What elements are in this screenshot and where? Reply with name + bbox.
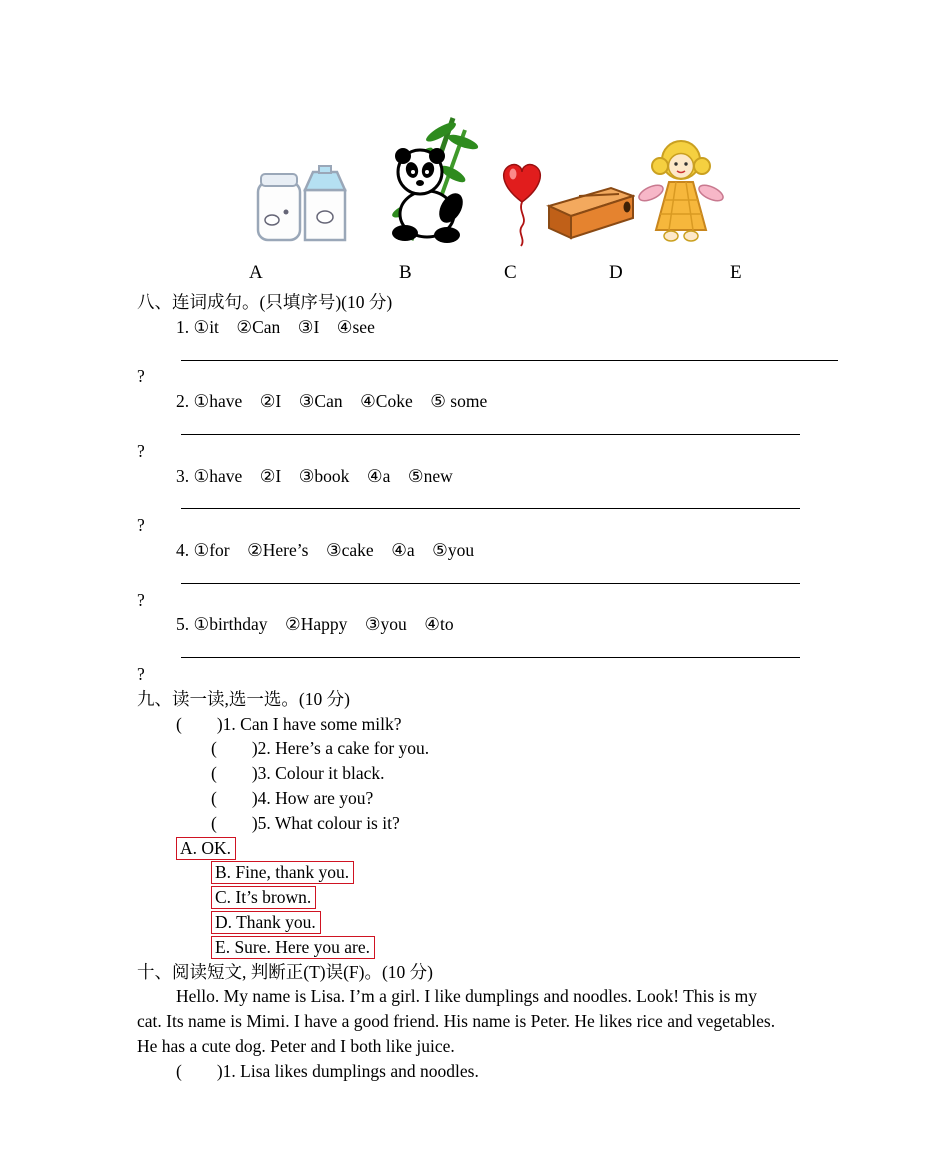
- answer-option-a: A. OK.: [176, 837, 236, 860]
- rearrange-question-1: 1. ①it ②Can ③I ④see: [176, 316, 375, 337]
- option-row-d: [137, 910, 845, 935]
- section-nine-title: 九、读一读,选一选。(10 分): [137, 688, 350, 709]
- answer-option-e: E. Sure. Here you are.: [211, 936, 375, 959]
- match-question-5: ( )5. What colour is it?: [211, 812, 400, 833]
- option-row-b: [137, 860, 845, 885]
- answer-line-row-1: [137, 340, 845, 365]
- match-question-1: ( )1. Can I have some milk?: [176, 713, 402, 734]
- answer-line-row-3: [137, 488, 845, 513]
- question-mark-3: ?: [137, 515, 145, 536]
- rearrange-question-2: 2. ①have ②I ③Can ④Coke ⑤ some: [176, 391, 488, 412]
- rearrange-question-3: 3. ①have ②I ③book ④a ⑤new: [176, 465, 453, 486]
- rearrange-question-4: 4. ①for ②Here’s ③cake ④a ⑤you: [176, 539, 475, 560]
- pencil-sharpener-icon: [545, 184, 635, 242]
- answer-line-row-2: [137, 414, 845, 439]
- picture-label-a: A: [249, 262, 263, 283]
- answer-blank-5: [181, 637, 800, 658]
- panda-with-bamboo-icon: [365, 114, 493, 246]
- worksheet-body: [137, 290, 845, 1084]
- picture-label-d: D: [609, 262, 623, 283]
- answer-line-row-5: [137, 637, 845, 662]
- match-question-2: ( )2. Here’s a cake for you.: [211, 738, 430, 759]
- picture-label-c: C: [504, 262, 517, 283]
- question-mark-5: ?: [137, 663, 145, 684]
- option-row-c: [137, 885, 845, 910]
- passage-line-3: He has a cute dog. Peter and I both like juice.: [137, 1035, 455, 1056]
- picture-row: [253, 112, 745, 248]
- answer-blank-4: [181, 563, 800, 584]
- passage-line-1: Hello. My name is Lisa. I’m a girl. I like dumplings and noodles. Look! This is my: [176, 986, 757, 1007]
- milk-jar-and-carton-icon: [253, 162, 353, 244]
- tf-question-1: ( )1. Lisa likes dumplings and noodles.: [176, 1060, 479, 1081]
- answer-option-c: C. It’s brown.: [211, 886, 316, 909]
- answer-blank-1: [181, 340, 838, 361]
- question-mark-1: ?: [137, 366, 145, 387]
- answer-blank-2: [181, 414, 800, 435]
- heart-balloon-icon: [495, 160, 549, 248]
- section-ten-title: 十、阅读短文, 判断正(T)误(F)。(10 分): [137, 961, 434, 982]
- picture-label-e: E: [730, 262, 742, 283]
- picture-label-b: B: [399, 262, 412, 283]
- option-row-e: [137, 935, 845, 960]
- answer-option-d: D. Thank you.: [211, 911, 321, 934]
- option-row-a: [137, 836, 845, 861]
- passage-line-2: cat. Its name is Mimi. I have a good friend. His name is Peter. He likes rice and vegetables.: [137, 1011, 776, 1032]
- doll-icon: [631, 138, 731, 246]
- answer-option-b: B. Fine, thank you.: [211, 861, 354, 884]
- match-question-4: ( )4. How are you?: [211, 787, 374, 808]
- section-eight-title: 八、连词成句。(只填序号)(10 分): [137, 292, 393, 312]
- question-mark-2: ?: [137, 440, 145, 461]
- answer-blank-3: [181, 488, 800, 509]
- rearrange-question-5: 5. ①birthday ②Happy ③you ④to: [176, 614, 454, 635]
- answer-line-row-4: [137, 563, 845, 588]
- match-question-3: ( )3. Colour it black.: [211, 763, 385, 784]
- question-mark-4: ?: [137, 589, 145, 610]
